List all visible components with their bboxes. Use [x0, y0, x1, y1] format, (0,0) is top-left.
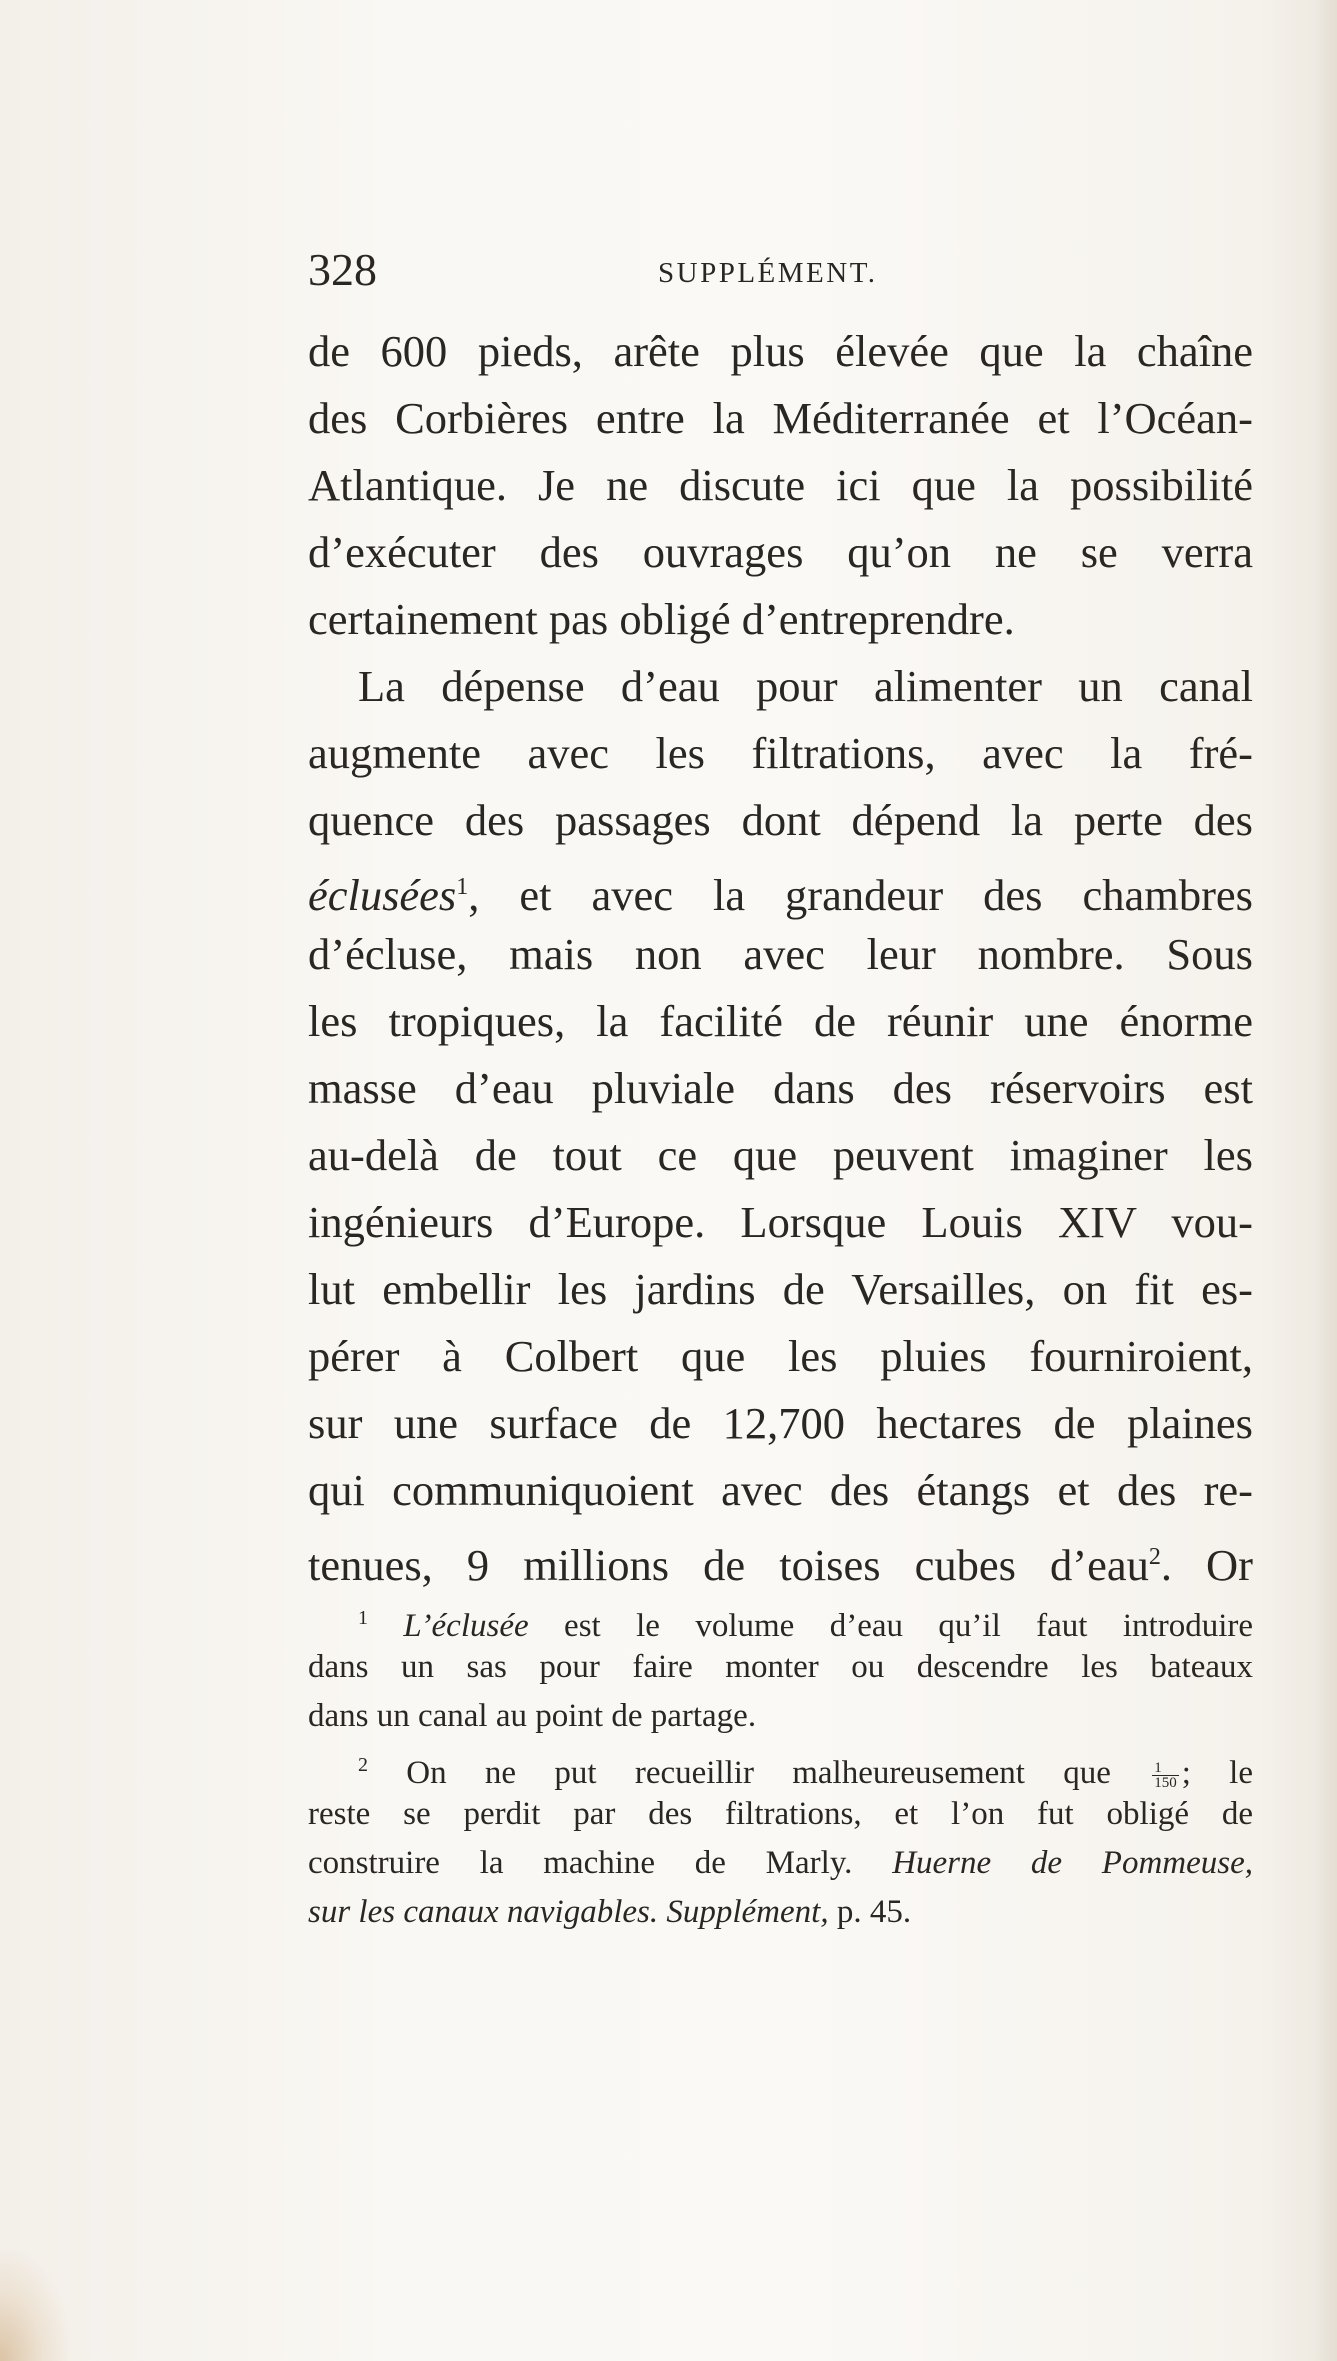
text-line: des Corbières entre la Méditerranée et l’Océan- [308, 393, 1253, 443]
footnote-line [308, 1888, 1253, 1937]
text-segment: . Or [1160, 1539, 1253, 1590]
text-line: quence des passages dont dépend la perte des [308, 795, 1253, 845]
footnote-ref: 1 [456, 874, 469, 900]
italic-term: éclusées [308, 869, 457, 920]
text-line: d’exécuter des ouvrages qu’on ne se verra [308, 527, 1253, 577]
footnote-ref: 2 [1148, 1544, 1161, 1570]
text-line: La dépense d’eau pour alimenter un canal [358, 661, 1253, 711]
page-number: 328 [308, 244, 377, 295]
main-text [308, 318, 1253, 1591]
text-line: qui communiquoient avec des étangs et des re- [308, 1465, 1253, 1515]
text-segment: , et avec la grandeur des chambres [468, 869, 1253, 920]
footnote-line: dans un sas pour faire monter ou descendre les bateaux [308, 1649, 1253, 1685]
text-line: sur une surface de 12,700 hectares de plaines [308, 1398, 1253, 1448]
italic-citation: Huerne de Pommeuse, [892, 1845, 1254, 1881]
footnotes [308, 1594, 1253, 1937]
footnote-marker: 1 [358, 1607, 368, 1629]
text-segment: construire la machine de Marly. [308, 1845, 893, 1881]
text-line: les tropiques, la facilité de réunir une énorme [308, 996, 1253, 1046]
footnote-line [308, 1839, 1253, 1888]
text-line [308, 854, 1253, 921]
italic-term: L’éclusée [403, 1608, 529, 1644]
text-segment: On ne put recueillir malheureusement que [368, 1755, 1150, 1791]
page-header [308, 240, 1208, 300]
page-edge-shading [1315, 0, 1337, 2361]
footnote-line [308, 1594, 1253, 1643]
text-line: augmente avec les filtrations, avec la fré- [308, 728, 1253, 778]
fraction [1152, 1761, 1179, 1790]
text-line: d’écluse, mais non avec leur nombre. Sous [308, 929, 1253, 979]
text-segment: tenues, 9 millions de toises cubes d’eau [308, 1539, 1149, 1590]
footnote-line [308, 1741, 1253, 1790]
paper-stain [0, 2251, 70, 2361]
text-line: masse d’eau pluviale dans des réservoirs est [308, 1063, 1253, 1113]
text-line: certainement pas obligé d’entreprendre. [308, 594, 1015, 644]
text-line: au-delà de tout ce que peuvent imaginer les [308, 1130, 1253, 1180]
fraction-denominator: 150 [1154, 1774, 1177, 1791]
text-segment: p. 45. [828, 1894, 912, 1930]
footnote-marker: 2 [358, 1754, 368, 1776]
text-line [308, 1524, 1253, 1591]
fraction-numerator: 1 [1152, 1761, 1179, 1776]
text-line: pérer à Colbert que les pluies fourniroient, [308, 1331, 1253, 1381]
footnote-line: reste se perdit par des filtrations, et l’on fut obligé de [308, 1796, 1253, 1832]
running-head: SUPPLÉMENT. [658, 257, 878, 289]
text-line: ingénieurs d’Europe. Lorsque Louis XIV vou- [308, 1197, 1253, 1247]
text-segment: est le volume d’eau qu’il faut introduire [528, 1608, 1253, 1644]
italic-citation: sur les canaux navigables. Supplément, [308, 1894, 829, 1930]
footnote-line: dans un canal au point de partage. [308, 1698, 757, 1734]
text-line: Atlantique. Je ne discute ici que la possibilité [308, 460, 1253, 510]
text-segment: ; le [1181, 1755, 1253, 1791]
text-line: lut embellir les jardins de Versailles, on fit es- [308, 1264, 1253, 1314]
text-line: de 600 pieds, arête plus élevée que la chaîne [308, 326, 1253, 376]
